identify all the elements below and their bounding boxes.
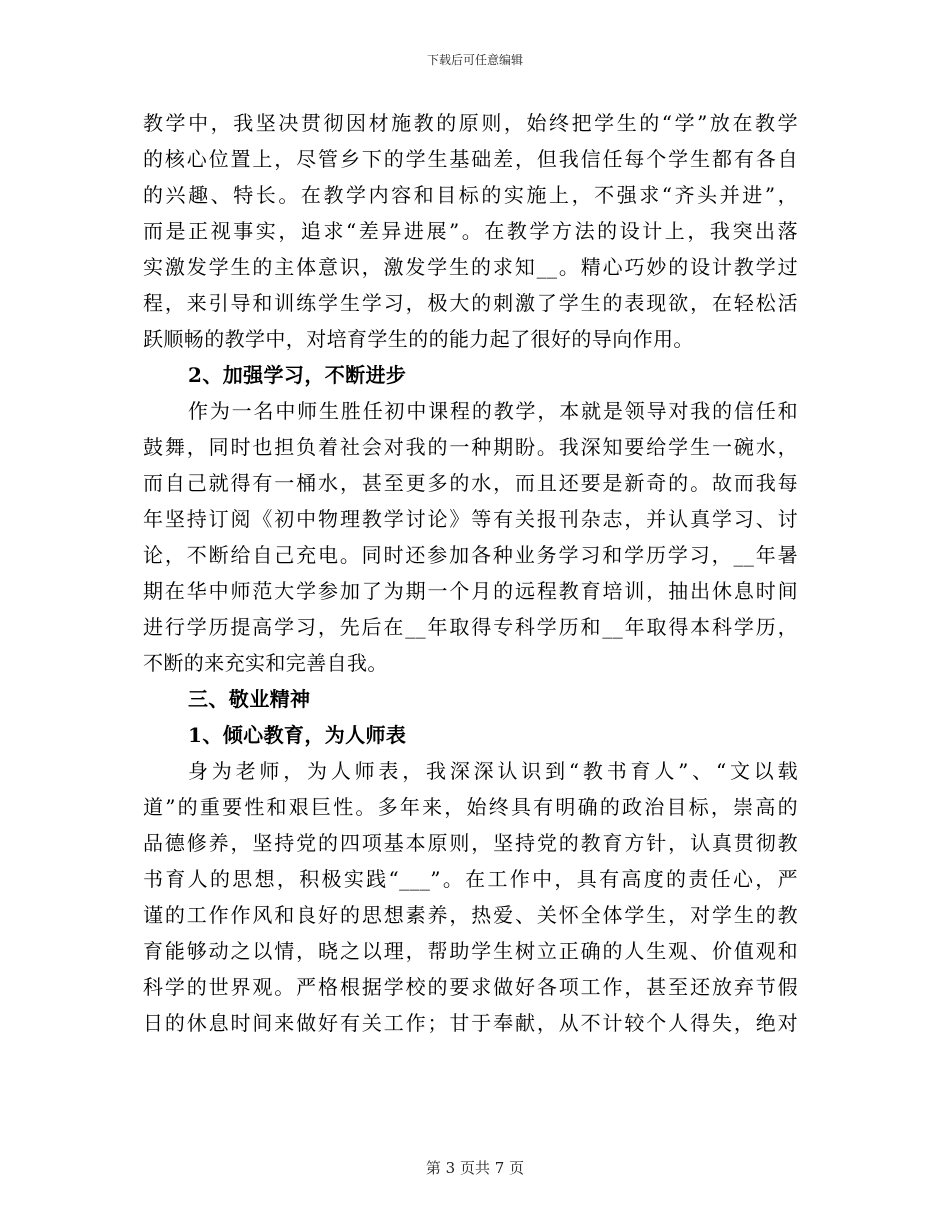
text-line: 道”的重要性和艰巨性。多年来，始终具有明确的政治目标，崇高的 — [143, 795, 798, 819]
text-line: 科学的世界观。严格根据学校的要求做好各项工作，甚至还放弃节假 — [143, 975, 798, 999]
text-line: 论，不断给自己充电。同时还参加各种业务学习和学历学习，__年暑 — [143, 543, 798, 567]
text-line: 实激发学生的主体意识，激发学生的求知__。精心巧妙的设计教学过 — [143, 255, 798, 279]
text-line: 年坚持订阅《初中物理教学讨论》等有关报刊杂志，并认真学习、讨 — [143, 507, 798, 531]
text-line: 品德修养，坚持党的四项基本原则，坚持党的教育方针，认真贯彻教 — [143, 831, 798, 855]
text-line: 而是正视事实，追求“差异进展”。在教学方法的设计上，我突出落 — [143, 219, 798, 243]
text-line: 而自己就得有一桶水，甚至更多的水，而且还要是新奇的。故而我每 — [143, 471, 798, 495]
text-line: 不断的来充实和完善自我。 — [143, 651, 388, 675]
text-line: 进行学历提高学习，先后在__年取得专科学历和__年取得本科学历， — [143, 615, 798, 639]
section-heading: 2、加强学习，不断进步 — [188, 363, 407, 387]
subsection-heading: 1、倾心教育，为人师表 — [188, 723, 407, 747]
text-line: 教学中，我坚决贯彻因材施教的原则，始终把学生的“学”放在教学 — [143, 111, 798, 135]
text-line: 的核心位置上，尽管乡下的学生基础差，但我信任每个学生都有各自 — [143, 147, 798, 171]
text-line: 谨的工作作风和良好的思想素养，热爱、关怀全体学生，对学生的教 — [143, 903, 798, 927]
page-header: 下载后可任意编辑 — [426, 53, 523, 67]
text-line: 的兴趣、特长。在教学内容和目标的实施上，不强求“齐头并进”， — [143, 183, 798, 207]
section-heading: 三、敬业精神 — [188, 687, 311, 711]
text-line: 日的休息时间来做好有关工作；甘于奉献，从不计较个人得失，绝对 — [143, 1011, 798, 1035]
document-body — [143, 105, 798, 1041]
text-line: 程，来引导和训练学生学习，极大的刺激了学生的表现欲，在轻松活 — [143, 291, 798, 315]
text-line: 鼓舞，同时也担负着社会对我的一种期盼。我深知要给学生一碗水， — [143, 435, 798, 459]
text-line: 书育人的思想，积极实践“___”。在工作中，具有高度的责任心，严 — [143, 867, 798, 891]
text-line: 跃顺畅的教学中，对培育学生的的能力起了很好的导向作用。 — [143, 327, 694, 351]
text-line: 期在华中师范大学参加了为期一个月的远程教育培训，抽出休息时间 — [143, 579, 798, 603]
text-line: 身为老师，为人师表，我深深认识到“教书育人”、“文以载 — [188, 759, 798, 783]
text-line: 育能够动之以情，晓之以理，帮助学生树立正确的人生观、价值观和 — [143, 939, 798, 963]
text-line: 作为一名中师生胜任初中课程的教学，本就是领导对我的信任和 — [188, 399, 798, 423]
page-number: 第 3 页共 7 页 — [425, 1159, 525, 1177]
